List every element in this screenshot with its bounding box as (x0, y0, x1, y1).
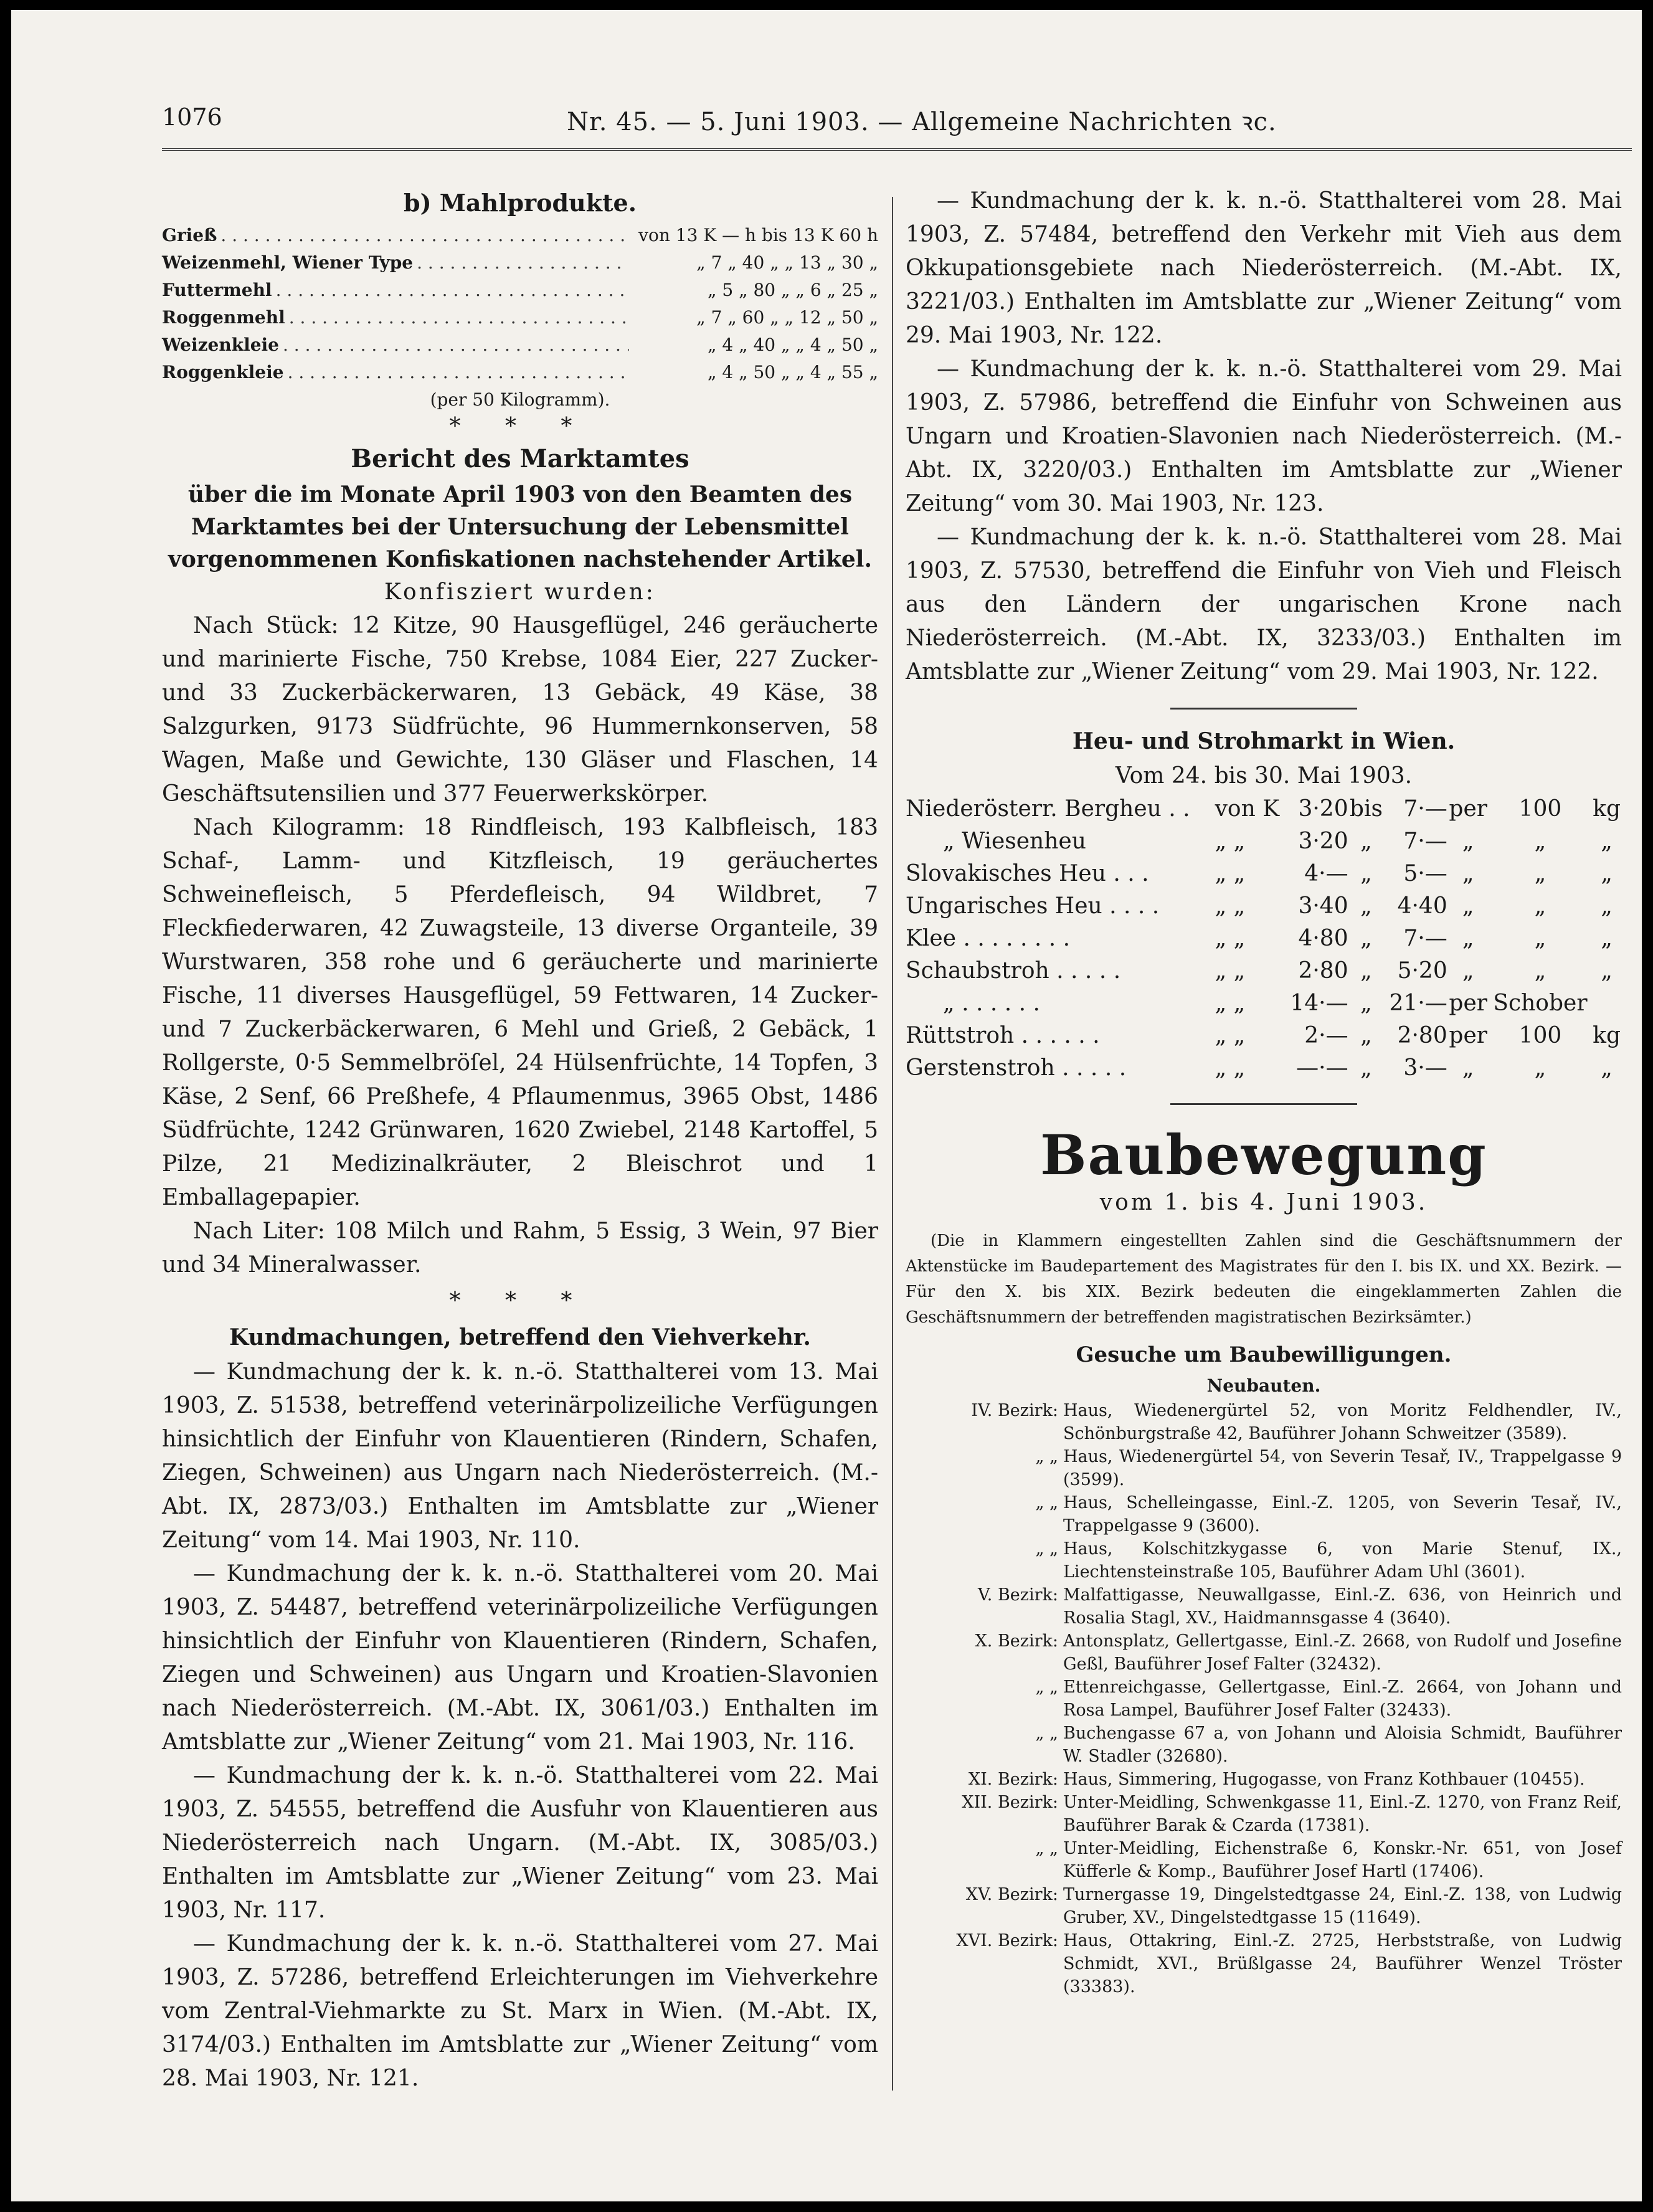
mahl-row (162, 277, 878, 304)
mahlprodukte-list (162, 222, 878, 386)
mahl-price: „ 4 „ 50 „ „ 4 „ 55 „ (707, 362, 878, 382)
baubewegung-note: (Die in Klammern eingestellten Zahlen sind die Geschäftsnummern der Aktenstücke im Baudepartement des Magistrates für den I. bis IX. und XX. Bezirk. — Für den X. bis XIX. Bezirk bedeuten die eingeklammerten Zahlen die Geschäftsnummern der betreffenden magistratischen Bezirksämter.) (906, 1232, 1622, 1327)
bezirk-label: „ „ (1035, 1839, 1058, 1858)
mahl-unit-note: (per 50 Kilogramm). (430, 389, 610, 410)
mahl-price: „ 7 „ 60 „ „ 12 „ 50 „ (696, 307, 878, 328)
newspaper-page (11, 10, 1642, 2201)
heu-row: Klee . . . . . . . . „ „ 4·80 „ 7·— „ „ „ (906, 923, 1622, 955)
heu-name: Schaubstroh . . . . . (906, 958, 1121, 984)
bezirk-label: XII. Bezirk: (962, 1793, 1058, 1812)
entry-text: Unter-Meidling, Schwenkgasse 11, Einl.-Z. 1270, von Franz Reif, Bauführer Barak & Czarda (17381). (1063, 1793, 1622, 1835)
heu-row: „ . . . . . . „ „ 14·— „ 21·— per Schober (906, 987, 1622, 1020)
heu-name: Rüttstroh . . . . . . (906, 1023, 1100, 1048)
dot-leader (272, 277, 629, 304)
heu-row: Slovakisches Heu . . . „ „ 4·— „ 5·— „ „ „ (906, 858, 1622, 890)
mahl-price: „ 5 „ 80 „ „ 6 „ 25 „ (707, 280, 878, 300)
mahl-name: Weizenkleie (162, 335, 279, 355)
bezirk-label: „ „ (1035, 1447, 1058, 1466)
dot-leader (285, 304, 629, 331)
bezirk-label: XI. Bezirk: (968, 1770, 1058, 1789)
running-title: Nr. 45. — 5. Juni 1903. — Allgemeine Nachrichten ꝛc. (567, 108, 1277, 136)
entry-text: Malfattigasse, Neuwallgasse, Einl.-Z. 636, von Heinrich und Rosalia Stagl, XV., Haidmannsgasse 4 (3640). (1063, 1585, 1622, 1628)
bezirk-label: „ „ (1035, 1724, 1058, 1743)
entry-text: Haus, Wiedenergürtel 54, von Severin Tesař, IV., Trappelgasse 9 (3599). (1063, 1447, 1622, 1489)
list-item (906, 1722, 1622, 1768)
bericht-title: Bericht des Marktamtes (351, 444, 689, 473)
bezirk-label: X. Bezirk: (975, 1631, 1058, 1651)
mahl-price: „ 4 „ 40 „ „ 4 „ 50 „ (707, 335, 878, 355)
heu-row: Niederösterr. Bergheu . . von K 3·20 bis 7·— per 100 kg (906, 793, 1622, 825)
entry-text: Ettenreichgasse, Gellertgasse, Einl.-Z. 2664, von Johann und Rosa Lampel, Bauführer Josef Falter (32433). (1063, 1678, 1622, 1720)
bericht-liter: Nach Liter: 108 Milch und Rahm, 5 Essig, 3 Wein, 97 Bier und 34 Mineralwasser. (162, 1218, 878, 1278)
mahl-row (162, 249, 878, 277)
bericht-subtitle: über die im Monate April 1903 von den Beamten des Marktamtes bei der Untersuchung der Lebensmittel vorgenommenen Konfiskationen nachstehender Artikel. (168, 482, 872, 572)
mahl-name: Grieß (162, 225, 217, 245)
mahl-row (162, 222, 878, 249)
dot-leader (217, 222, 629, 249)
heu-table (906, 793, 1622, 1085)
list-item (906, 1537, 1622, 1583)
list-item (906, 1583, 1622, 1630)
section-stars: * * * (449, 1288, 591, 1314)
entry-text: Antonsplatz, Gellertgasse, Einl.-Z. 2668, von Rudolf und Josefine Geßl, Bauführer Josef Falter (32432). (1063, 1631, 1622, 1674)
list-item (906, 1883, 1622, 1929)
header-rule (162, 148, 1632, 151)
bezirk-label: IV. Bezirk: (971, 1401, 1058, 1420)
bezirk-label: „ „ (1035, 1678, 1058, 1697)
mahl-price: von 13 K — h bis 13 K 60 h (638, 225, 878, 245)
heu-row: „ Wiesenheu „ „ 3·20 „ 7·— „ „ „ (906, 825, 1622, 858)
kundmachungen-title: Kundmachungen, betreffend den Viehverkehr. (229, 1324, 811, 1350)
heu-row: Schaubstroh . . . . . „ „ 2·80 „ 5·20 „ „ „ (906, 955, 1622, 987)
dot-leader (284, 359, 629, 386)
section-stars: * * * (449, 414, 591, 439)
kundmachung-item: — Kundmachung der k. k. n.-ö. Statthalterei vom 22. Mai 1903, Z. 54555, betreffend die Ausfuhr von Klauentieren aus Niederösterreich nach Ungarn. (M.-Abt. IX, 3085/03.) Enthalten im Amtsblatte zur „Wiener Zeitung“ vom 23. Mai 1903, Nr. 117. (162, 1763, 878, 1923)
bericht-kilogramm: Nach Kilogramm: 18 Rindfleisch, 193 Kalbfleisch, 183 Schaf-, Lamm- und Kitzfleisch, 19 geräuchertes Schweinefleisch, 5 Pferdefleisch, 94 Wildbret, 7 Fleckfiederwaren, 42 Zuwagsteile, 13 diverse Organteile, 39 Wurstwaren, 358 rohe und 6 geräucherte und marinierte Fische, 11 diverses Hausgeflügel, 59 Fettwaren, 14 Zucker- und 7 Zuckerbäckerwaren, 6 Mehl und Grieß, 2 Gebäck, 1 Rollgerste, 0·5 Semmelbröſel, 24 Hülsenfrüchte, 14 Topfen, 3 Käse, 2 Senf, 66 Preßhefe, 4 Pflaumenmus, 3965 Obst, 1486 Südfrüchte, 1242 Grünwaren, 1620 Zwiebel, 2148 Kartoffel, 5 Pilze, 21 Medizinalkräuter, 2 Bleischrot und 1 Emballagepapier. (162, 815, 878, 1210)
mahl-row (162, 359, 878, 386)
mahl-row (162, 304, 878, 331)
kundmachung-item: — Kundmachung der k. k. n.-ö. Statthalterei vom 28. Mai 1903, Z. 57530, betreffend die Einfuhr von Vieh und Fleisch aus den Ländern der ungarischen Krone nach Niederösterreich. (M.-Abt. IX, 3233/03.) Enthalten im Amtsblatte zur „Wiener Zeitung“ vom 29. Mai 1903, Nr. 122. (906, 525, 1622, 685)
baubewegung-date: vom 1. bis 4. Juni 1903. (1099, 1190, 1428, 1215)
heu-name: Klee . . . . . . . . (906, 926, 1071, 951)
list-item (906, 1676, 1622, 1722)
page-number: 1076 (162, 103, 222, 131)
list-item (906, 1837, 1622, 1883)
heu-row: Gerstenstroh . . . . . „ „ —·— „ 3·— „ „ „ (906, 1052, 1622, 1085)
entry-text: Buchengasse 67 a, von Johann und Aloisia Schmidt, Bauführer W. Stadler (32680). (1063, 1724, 1622, 1766)
gesuche-heading: Gesuche um Baubewilligungen. (1076, 1342, 1452, 1367)
column-divider (892, 197, 893, 2091)
entry-text: Unter-Meidling, Eichenstraße 6, Konskr.-Nr. 651, von Josef Küfferle & Komp., Bauführer Josef Hartl (17406). (1063, 1839, 1622, 1881)
neubauten-heading: Neubauten. (1206, 1375, 1321, 1396)
bezirk-label: V. Bezirk: (978, 1585, 1058, 1605)
bezirk-label: XV. Bezirk: (965, 1885, 1058, 1904)
heu-name: Ungarisches Heu . . . . (906, 893, 1160, 919)
mahl-price: „ 7 „ 40 „ „ 13 „ 30 „ (696, 252, 878, 273)
list-item (906, 1630, 1622, 1676)
kundmachung-item: — Kundmachung der k. k. n.-ö. Statthalterei vom 20. Mai 1903, Z. 54487, betreffend veterinärpolizeiliche Verfügungen hinsichtlich der Einfuhr von Klauentieren (Rindern, Schafen, Ziegen und Schweinen) aus Ungarn und Kroatien-Slavonien nach Niederösterreich. (M.-Abt. IX, 3061/03.) Enthalten im Amtsblatte zur „Wiener Zeitung“ vom 21. Mai 1903, Nr. 116. (162, 1561, 878, 1755)
kundmachung-item: — Kundmachung der k. k. n.-ö. Statthalterei vom 13. Mai 1903, Z. 51538, betreffend veterinärpolizeiliche Verfügungen hinsichtlich der Einfuhr von Klauentieren (Rindern, Schafen, Ziegen, Schweinen) aus Ungarn nach Niederösterreich. (M.-Abt. IX, 2873/03.) Enthalten im Amtsblatte zur „Wiener Zeitung“ vom 14. Mai 1903, Nr. 110. (162, 1359, 878, 1553)
mahl-name: Roggenmehl (162, 307, 285, 328)
list-item (906, 1399, 1622, 1445)
mahl-name: Roggenkleie (162, 362, 284, 382)
heu-row: Ungarisches Heu . . . . „ „ 3·40 „ 4·40 „ „ „ (906, 890, 1622, 923)
list-item (906, 1491, 1622, 1537)
bezirk-label: „ „ (1035, 1493, 1058, 1512)
kundmachung-item: — Kundmachung der k. k. n.-ö. Statthalterei vom 27. Mai 1903, Z. 57286, betreffend Erleichterungen im Viehverkehre vom Zentral-Viehmarkte zu St. Marx in Wien. (M.-Abt. IX, 3174/03.) Enthalten im Amtsblatte zur „Wiener Zeitung“ vom 28. Mai 1903, Nr. 121. (162, 1931, 878, 2091)
entry-text: Turnergasse 19, Dingelstedtgasse 24, Einl.-Z. 138, von Ludwig Gruber, XV., Dingelstedtgasse 15 (11649). (1063, 1885, 1622, 1927)
right-column (906, 184, 1622, 1998)
dot-leader (413, 249, 629, 277)
kundmachung-item: — Kundmachung der k. k. n.-ö. Statthalterei vom 29. Mai 1903, Z. 57986, betreffend die Einfuhr von Schweinen aus Ungarn und Kroatien-Slavonien nach Niederösterreich. (M.-Abt. IX, 3220/03.) Enthalten im Amtsblatte zur „Wiener Zeitung“ vom 30. Mai 1903, Nr. 123. (906, 356, 1622, 516)
mahlprodukte-title: b) Mahlprodukte. (404, 189, 637, 217)
heu-name: Gerstenstroh . . . . . (906, 1055, 1127, 1081)
baubewegung-title: Baubewegung (1040, 1123, 1487, 1187)
heu-name: Slovakisches Heu . . . (906, 861, 1149, 886)
list-item (906, 1768, 1622, 1791)
heu-row: Rüttstroh . . . . . . „ „ 2·— „ 2·80 per 100 kg (906, 1020, 1622, 1052)
bezirk-label: XVI. Bezirk: (956, 1931, 1058, 1950)
list-item (906, 1929, 1622, 1998)
section-rule (1170, 1103, 1357, 1105)
left-column (162, 184, 878, 2096)
list-item (906, 1791, 1622, 1837)
heu-title: Heu- und Strohmarkt in Wien. (1072, 728, 1456, 754)
section-rule (1170, 708, 1357, 710)
heu-name: Niederösterr. Bergheu . . (906, 796, 1190, 822)
entry-text: Haus, Simmering, Hugogasse, von Franz Kothbauer (10455). (1063, 1770, 1585, 1789)
baubewilligungen-list (906, 1399, 1622, 1998)
mahl-row (162, 331, 878, 359)
mahl-name: Weizenmehl, Wiener Type (162, 252, 414, 273)
mahl-name: Futtermehl (162, 280, 272, 300)
entry-text: Haus, Schelleingasse, Einl.-Z. 1205, von Severin Tesař, IV., Trappelgasse 9 (3600). (1063, 1493, 1622, 1536)
heu-date: Vom 24. bis 30. Mai 1903. (1115, 763, 1413, 789)
list-item (906, 1445, 1622, 1491)
bericht-stueck: Nach Stück: 12 Kitze, 90 Hausgeflügel, 246 geräucherte und marinierte Fische, 750 Krebse, 1084 Eier, 227 Zucker- und 33 Zuckerbäckerwaren, 13 Gebäck, 49 Käse, 38 Salzgurken, 9173 Südfrüchte, 96 Hummernkonserven, 58 Wagen, Maße und Gewichte, 130 Gläser und Flaschen, 14 Geschäftsutensilien und 377 Feuerwerkskörper. (162, 613, 878, 807)
entry-text: Haus, Kolschitzkygasse 6, von Marie Stenuf, IX., Liechtensteinstraße 105, Bauführer Adam Uhl (3601). (1063, 1539, 1622, 1582)
kundmachung-item: — Kundmachung der k. k. n.-ö. Statthalterei vom 28. Mai 1903, Z. 57484, betreffend den Verkehr mit Vieh aus dem Okkupationsgebiete nach Niederösterreich. (M.-Abt. IX, 3221/03.) Enthalten im Amtsblatte zur „Wiener Zeitung“ vom 29. Mai 1903, Nr. 122. (906, 188, 1622, 348)
heu-name: „ . . . . . . (943, 990, 1040, 1016)
bezirk-label: „ „ (1035, 1539, 1058, 1559)
entry-text: Haus, Wiedenergürtel 52, von Moritz Feldhendler, IV., Schönburgstraße 42, Bauführer Johann Schweitzer (3589). (1063, 1401, 1622, 1443)
entry-text: Haus, Ottakring, Einl.-Z. 2725, Herbststraße, von Ludwig Schmidt, XVI., Brüßlgasse 24, Bauführer Wenzel Tröster (33383). (1063, 1931, 1622, 1996)
dot-leader (279, 331, 629, 359)
heu-name: „ Wiesenheu (943, 828, 1086, 854)
konfisziert-heading: Konfisziert wurden: (384, 579, 656, 605)
